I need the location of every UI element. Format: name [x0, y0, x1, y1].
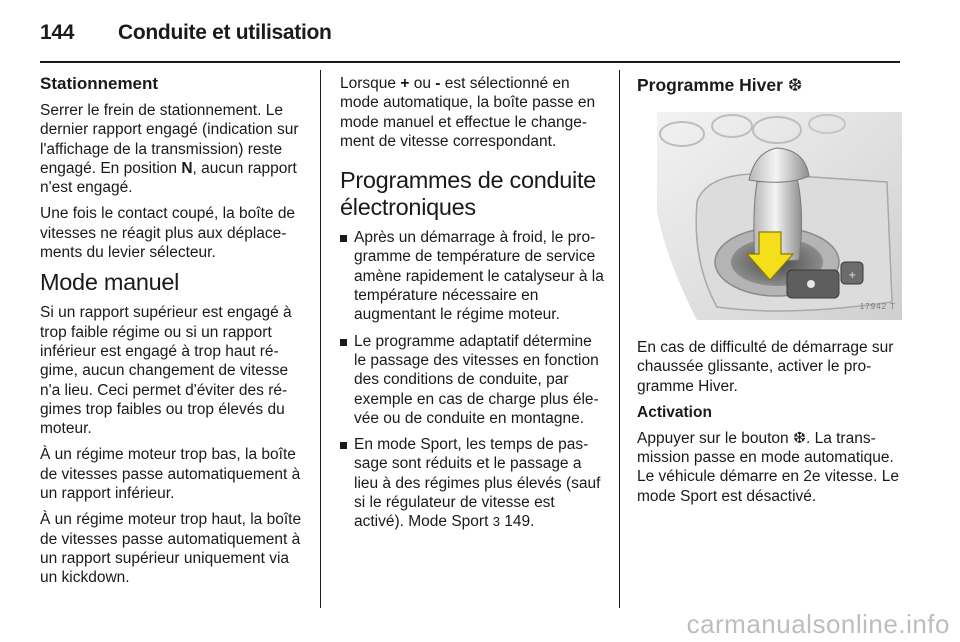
paragraph-regime-bas: À un régime moteur trop bas, la boîte de vitesses passe automatiquement à un rapport inférieur.: [40, 446, 301, 503]
minus-symbol: -: [435, 75, 441, 92]
list-item: [340, 332, 605, 428]
bullet-square: [340, 339, 347, 346]
heading-text: Programme Hiver: [637, 75, 783, 95]
bold-n: N: [181, 159, 193, 177]
column-divider-1: [320, 70, 321, 608]
paragraph-plus-minus: [340, 74, 605, 151]
plus-symbol: +: [400, 75, 410, 92]
text-span: est sélectionné en mode automatique, la boîte passe en mode manuel et effectue le change- ment de vitesse correspondant.: [340, 75, 596, 150]
section-title: Conduite et utilisation: [118, 21, 332, 44]
paragraph-stationnement: [40, 101, 305, 197]
gear-selector-illustration: [637, 112, 902, 320]
column-3: [637, 74, 902, 513]
column-1: [40, 74, 305, 595]
heading-programmes: Programmes de conduite électroniques: [340, 167, 596, 221]
bullet-square: [340, 442, 347, 449]
paragraph-hiver: En cas de difficulté de démarrage sur chaussée glissante, activer le pro- gramme Hiver.: [637, 339, 894, 395]
list-item: [340, 435, 605, 531]
text-span: Serrer le frein de stationnement. Le dernier rapport engagé (indication sur l'affichage de la transmission) reste engagé. En position: [40, 102, 299, 177]
list-item-text: En mode Sport, les temps de pas- sage sont réduits et le passage a lieu à des régimes plus élevés (sauf si le régulateur de vitesse est activé). Mode Sport: [354, 436, 601, 531]
heading-activation: Activation: [637, 403, 712, 421]
text-span: Lorsque: [340, 75, 401, 92]
paragraph-contact: Une fois le contact coupé, la boîte de vitesses ne réagit plus aux déplace- ments du levier sélecteur.: [40, 205, 296, 262]
figure-label: 17942 T: [859, 301, 896, 311]
paragraph-regime-haut: À un régime moteur trop haut, la boîte de vitesses passe automatiquement à un rapport supérieur uniquement via un kickdown.: [40, 511, 302, 587]
page-reference-icon: 3: [492, 514, 500, 530]
list-item: [340, 228, 605, 324]
list-item-text: Après un démarrage à froid, le pro- gramme de température de service amène rapidement le catalyseur à la température nécessaire en augmentant le régime moteur.: [354, 229, 604, 324]
watermark: carmanualsonline.info: [686, 609, 950, 639]
paragraph-mode-manuel: Si un rapport supérieur est engagé à trop faible régime ou si un rapport inférieur est engagé à trop haut ré- gime, aucun changement de vitesse n'a lieu. Ceci permet d'éviter des ré- gimes trop faibles ou trop élevés du moteur.: [40, 304, 292, 438]
page-header: [40, 16, 332, 50]
bullet-square: [340, 235, 347, 242]
column-divider-2: [619, 70, 620, 608]
gear-lever-drawing: [637, 112, 902, 320]
list-item-text: Le programme adaptatif détermine le passage des vitesses en fonction des conditions de conduite, par exemple en cas de charge plus éle- vée ou de conduite en montagne.: [354, 332, 599, 427]
svg-text:+: +: [848, 270, 857, 281]
header-divider: [40, 61, 900, 63]
text-span: . La trans- mission passe en mode automatique. Le véhicule démarre en 2e vitesse. Le mode Sport est désactivé.: [637, 429, 899, 505]
snowflake-icon: ❆: [787, 75, 803, 95]
text-span: , aucun rapport n'est engagé.: [40, 159, 297, 197]
column-2: [340, 74, 605, 539]
text-span: ou: [409, 75, 436, 92]
heading-stationnement: Stationnement: [40, 74, 159, 93]
heading-mode-manuel: Mode manuel: [40, 269, 180, 296]
heading-programme-hiver: [637, 74, 902, 96]
snowflake-icon: ❆: [792, 429, 806, 447]
text-span: Appuyer sur le bouton: [637, 429, 793, 447]
page-reference-link[interactable]: 149.: [499, 513, 535, 531]
programmes-list: [340, 228, 605, 531]
page-number: 144: [40, 21, 75, 44]
paragraph-activation: [637, 429, 902, 506]
